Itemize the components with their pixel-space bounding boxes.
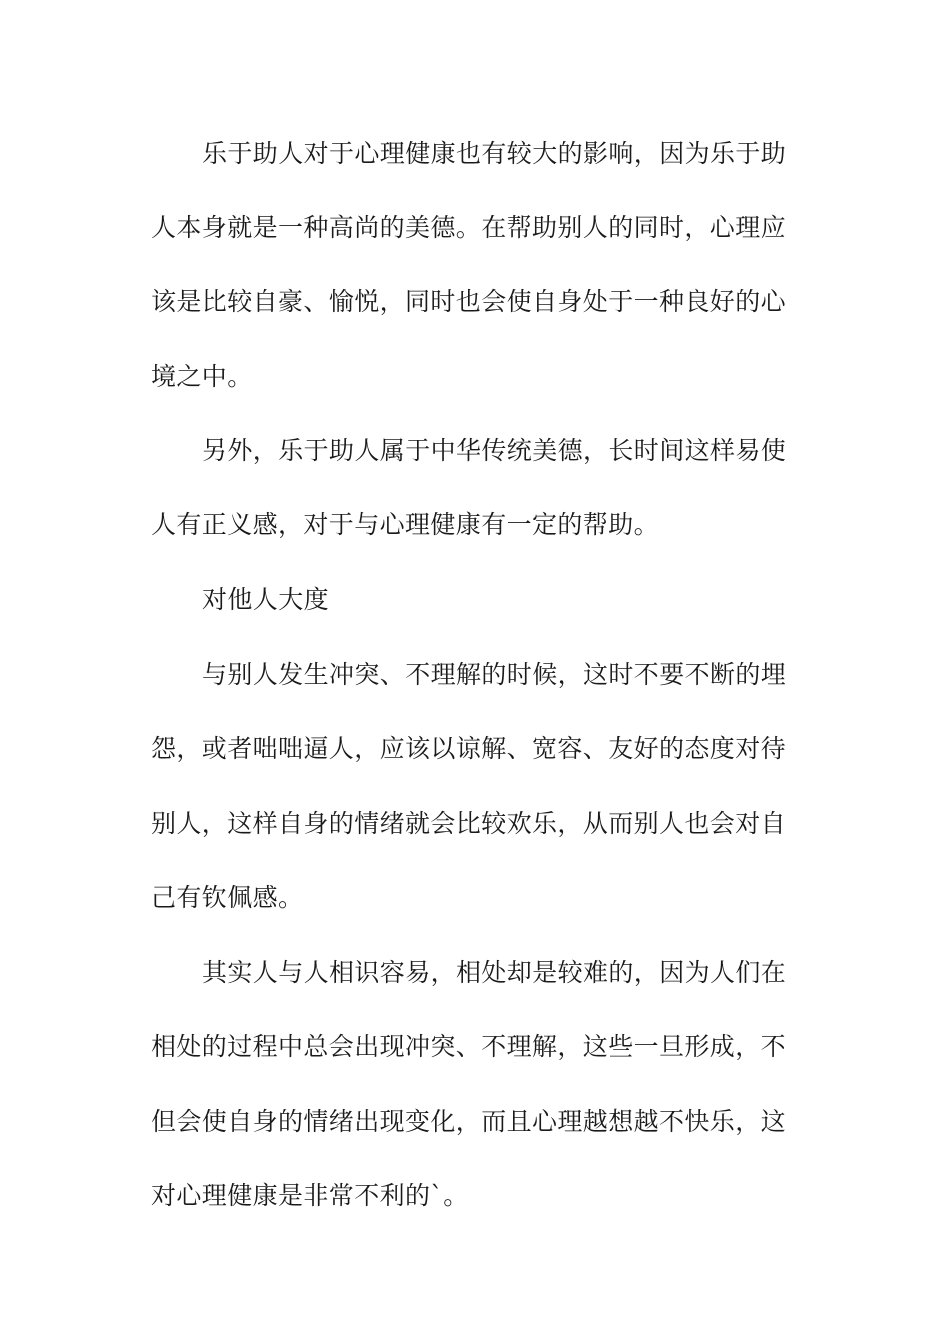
paragraph-1-line-4: 境之中。: [151, 362, 253, 391]
paragraph-3-line-1: 与别人发生冲突、不理解的时候，这时不要不断的埋: [202, 660, 787, 689]
paragraph-2-line-2: 人有正义感，对于与心理健康有一定的帮助。: [151, 510, 660, 539]
paragraph-2-line-1: 另外，乐于助人属于中华传统美德，长时间这样易使: [202, 436, 787, 465]
paragraph-3-line-4: 己有钦佩感。: [151, 883, 304, 912]
paragraph-1-line-1: 乐于助人对于心理健康也有较大的影响，因为乐于助: [202, 139, 787, 168]
paragraph-1-line-2: 人本身就是一种高尚的美德。在帮助别人的同时，心理应: [151, 213, 787, 242]
paragraph-3-line-2: 怨，或者咄咄逼人，应该以谅解、宽容、友好的态度对待: [151, 734, 787, 763]
paragraph-4-line-4: 对心理健康是非常不利的`。: [151, 1181, 469, 1210]
paragraph-4-line-2: 相处的过程中总会出现冲突、不理解，这些一旦形成，不: [151, 1032, 787, 1061]
paragraph-4-line-3: 但会使自身的情绪出现变化，而且心理越想越不快乐，这: [151, 1107, 787, 1136]
paragraph-3-line-3: 别人，这样自身的情绪就会比较欢乐，从而别人也会对自: [151, 809, 787, 838]
paragraph-4-line-1: 其实人与人相识容易，相处却是较难的，因为人们在: [202, 958, 787, 987]
section-heading: 对他人大度: [202, 585, 330, 614]
paragraph-1-line-3: 该是比较自豪、愉悦，同时也会使自身处于一种良好的心: [151, 287, 787, 316]
